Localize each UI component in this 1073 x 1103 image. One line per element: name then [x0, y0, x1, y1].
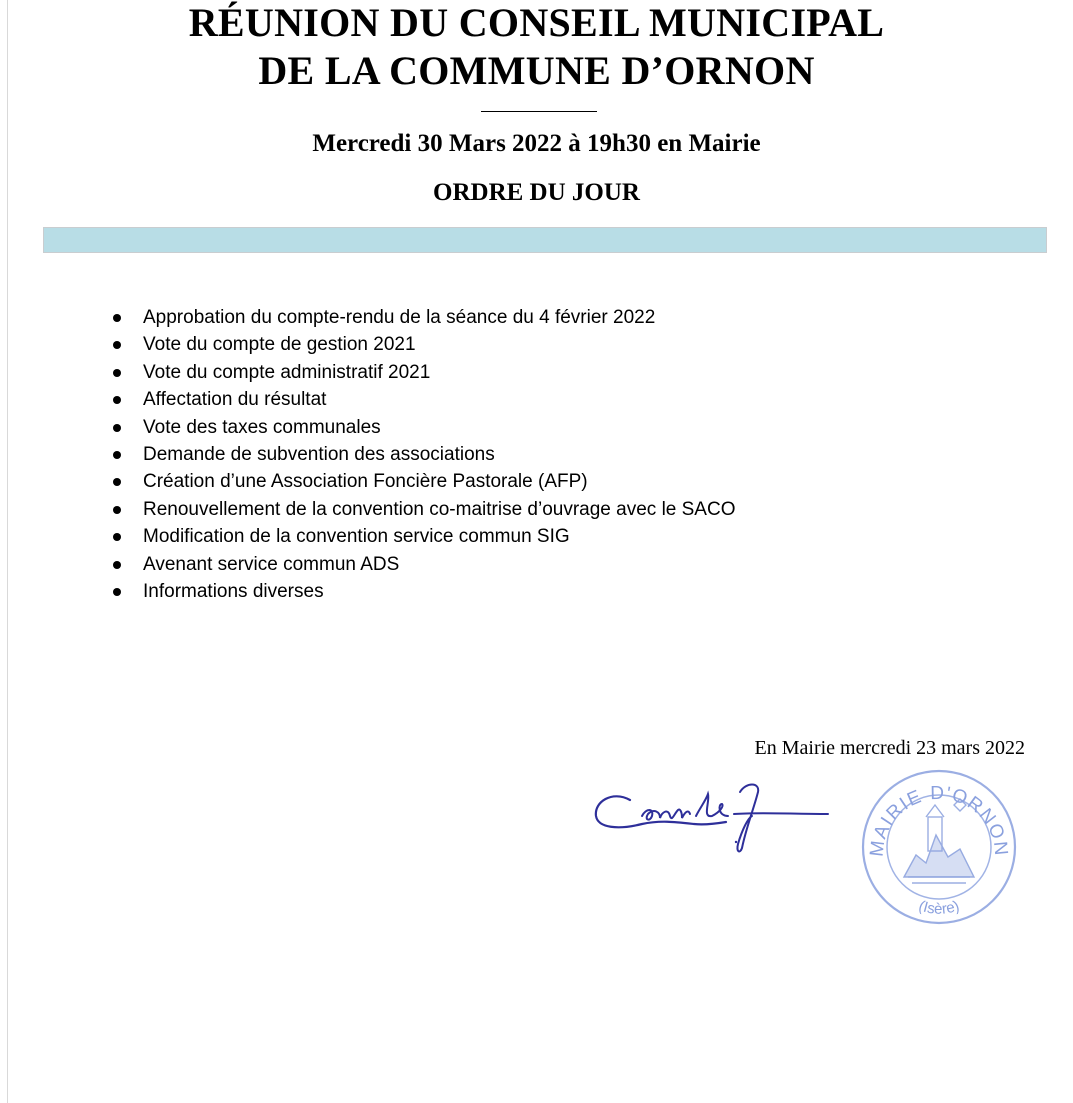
place-and-date: En Mairie mercredi 23 mars 2022	[754, 737, 1025, 759]
colored-band	[43, 227, 1047, 253]
svg-text:MAIRIE D'ORNON: MAIRIE D'ORNON	[866, 782, 1012, 858]
agenda-item-text: Renouvellement de la convention co-maitrise d’ouvrage avec le SACO	[143, 498, 736, 520]
agenda-item-text: Informations diverses	[143, 580, 324, 602]
document-title-line1: RÉUNION DU CONSEIL MUNICIPAL	[188, 0, 885, 45]
agenda-item-text: Vote des taxes communales	[143, 416, 381, 438]
agenda-item-text: Création d’une Association Foncière Pastorale (AFP)	[143, 471, 588, 493]
page-edge-line	[7, 0, 8, 1103]
bullet-icon	[113, 341, 121, 349]
signature-icon	[590, 778, 840, 858]
document-title-line2: DE LA COMMUNE D’ORNON	[258, 48, 815, 93]
bullet-icon	[113, 588, 121, 596]
bullet-icon	[113, 314, 121, 322]
mairie-seal-stamp	[856, 765, 1022, 925]
agenda-item-text: Modification de la convention service commun SIG	[143, 526, 570, 548]
bullet-icon	[113, 533, 121, 541]
agenda-item-text: Approbation du compte-rendu de la séance du 4 février 2022	[143, 307, 656, 328]
agenda-item-text: Demande de subvention des associations	[143, 443, 495, 465]
agenda-item-text: Vote du compte administratif 2021	[143, 361, 431, 383]
bullet-icon	[113, 424, 121, 432]
bullet-icon	[113, 506, 121, 514]
agenda-item-text: Avenant service commun ADS	[143, 553, 400, 575]
meeting-date: Mercredi 30 Mars 2022 à 19h30 en Mairie	[312, 130, 761, 157]
bullet-icon	[113, 396, 121, 404]
agenda-item-text: Affectation du résultat	[143, 389, 327, 411]
bullet-icon	[113, 561, 121, 569]
bullet-icon	[113, 369, 121, 377]
bullet-icon	[113, 451, 121, 459]
bullet-icon	[113, 478, 121, 486]
agenda-item-text: Vote du compte de gestion 2021	[143, 334, 416, 356]
title-divider	[481, 111, 597, 112]
svg-text:(Isère): (Isère)	[916, 897, 962, 918]
agenda-heading: ORDRE DU JOUR	[433, 179, 640, 206]
